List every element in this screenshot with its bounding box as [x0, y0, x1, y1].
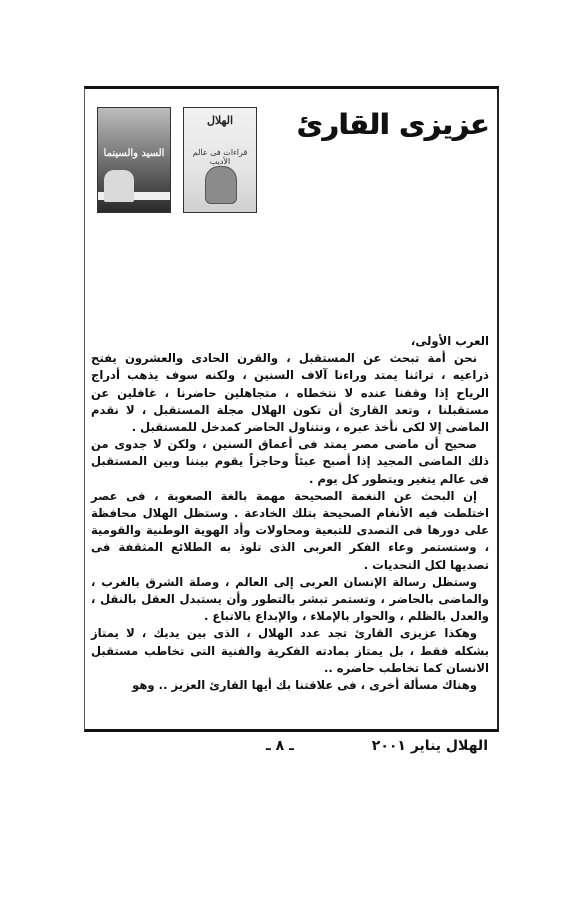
salutation: العرب الأولى،: [410, 334, 489, 348]
paragraph: وستظل رسالة الإنسان العربى إلى العالم ، وصلة الشرق بالغرب ، والماضى بالحاضر ، وتستمر تبشر بالتطور وأن يستبدل العقل بالنقل ، والعدل بالظلم ، والحوار بالإملاء ، والإبداع بالاتباع .: [91, 574, 489, 624]
article-body: [91, 333, 489, 694]
publication-footer: الهلال يناير ٢٠٠١: [371, 738, 488, 754]
paragraph: صحيح أن ماضى مصر يمتد فى أعماق السنين ، ولكن لا جدوى من ذلك الماضى المجيد إذا أصبح عبئاً وحاجزاً يقوم بيننا وبين المستقبل فى عالم يتغير ويتطور كل يوم .: [91, 437, 489, 486]
paragraph: وهناك مسألة أخرى ، فى علاقتنا بك أيها القارئ العزيز .. وهو: [132, 678, 477, 693]
paragraph: إن البحث عن النغمة الصحيحة مهمة بالغة الصعوبة ، فى عصر اختلطت فيه الأنغام الصحيحة بتلك الخادعة . وستظل الهلال محافظة على دورها فى التصدى للتبعية ومحاولات وأد الهوية الوطنية والقومية ، وستستمر وعاء الفكر العربى الذى تلوذ به الطلائع المثقفة فى تصديها لكل التحديات .: [91, 488, 489, 572]
book-cover-image: [97, 107, 171, 213]
paragraph: نحن أمة تبحث عن المستقبل ، والقرن الحادى والعشرون يفتح ذراعيه ، تراثنا يمتد وراءنا آلاف السنين ، ولكنه سوف يذهب أدراج الرياح إذا وقفنا عنده لا نتخطاه ، متجاهلين حاضرنا ، غافلين عن مستقبلنا ، وتعد القارئ أن تكون الهلال مجلة المستقبل ، لا نقدم الماضى إلا لكى نأخذ عبره ، ونتناول الحاضر كمدخل للمستقبل .: [91, 351, 489, 435]
figure-illustration: [104, 170, 134, 202]
page-title: عزيزى القارئ: [296, 108, 489, 141]
portrait-illustration: [205, 166, 237, 204]
cover-brand: الهلال: [206, 114, 234, 127]
cover-title: قراءات فى عالم الأديب: [192, 148, 248, 166]
article-frame: [84, 86, 499, 732]
paragraph: وهكذا عزيزى القارئ تجد عدد الهلال ، الذى بين يديك ، لا يمتاز بشكله فقط ، بل يمتاز بمادته الفكرية والفنية التى تخاطب مستقبل الانسان كما تخاطب حاضره ..: [91, 626, 489, 675]
book-cover-image: [183, 107, 257, 213]
cover-title: السيد والسينما: [103, 148, 165, 159]
page-number: ـ ٨ ـ: [266, 738, 294, 754]
